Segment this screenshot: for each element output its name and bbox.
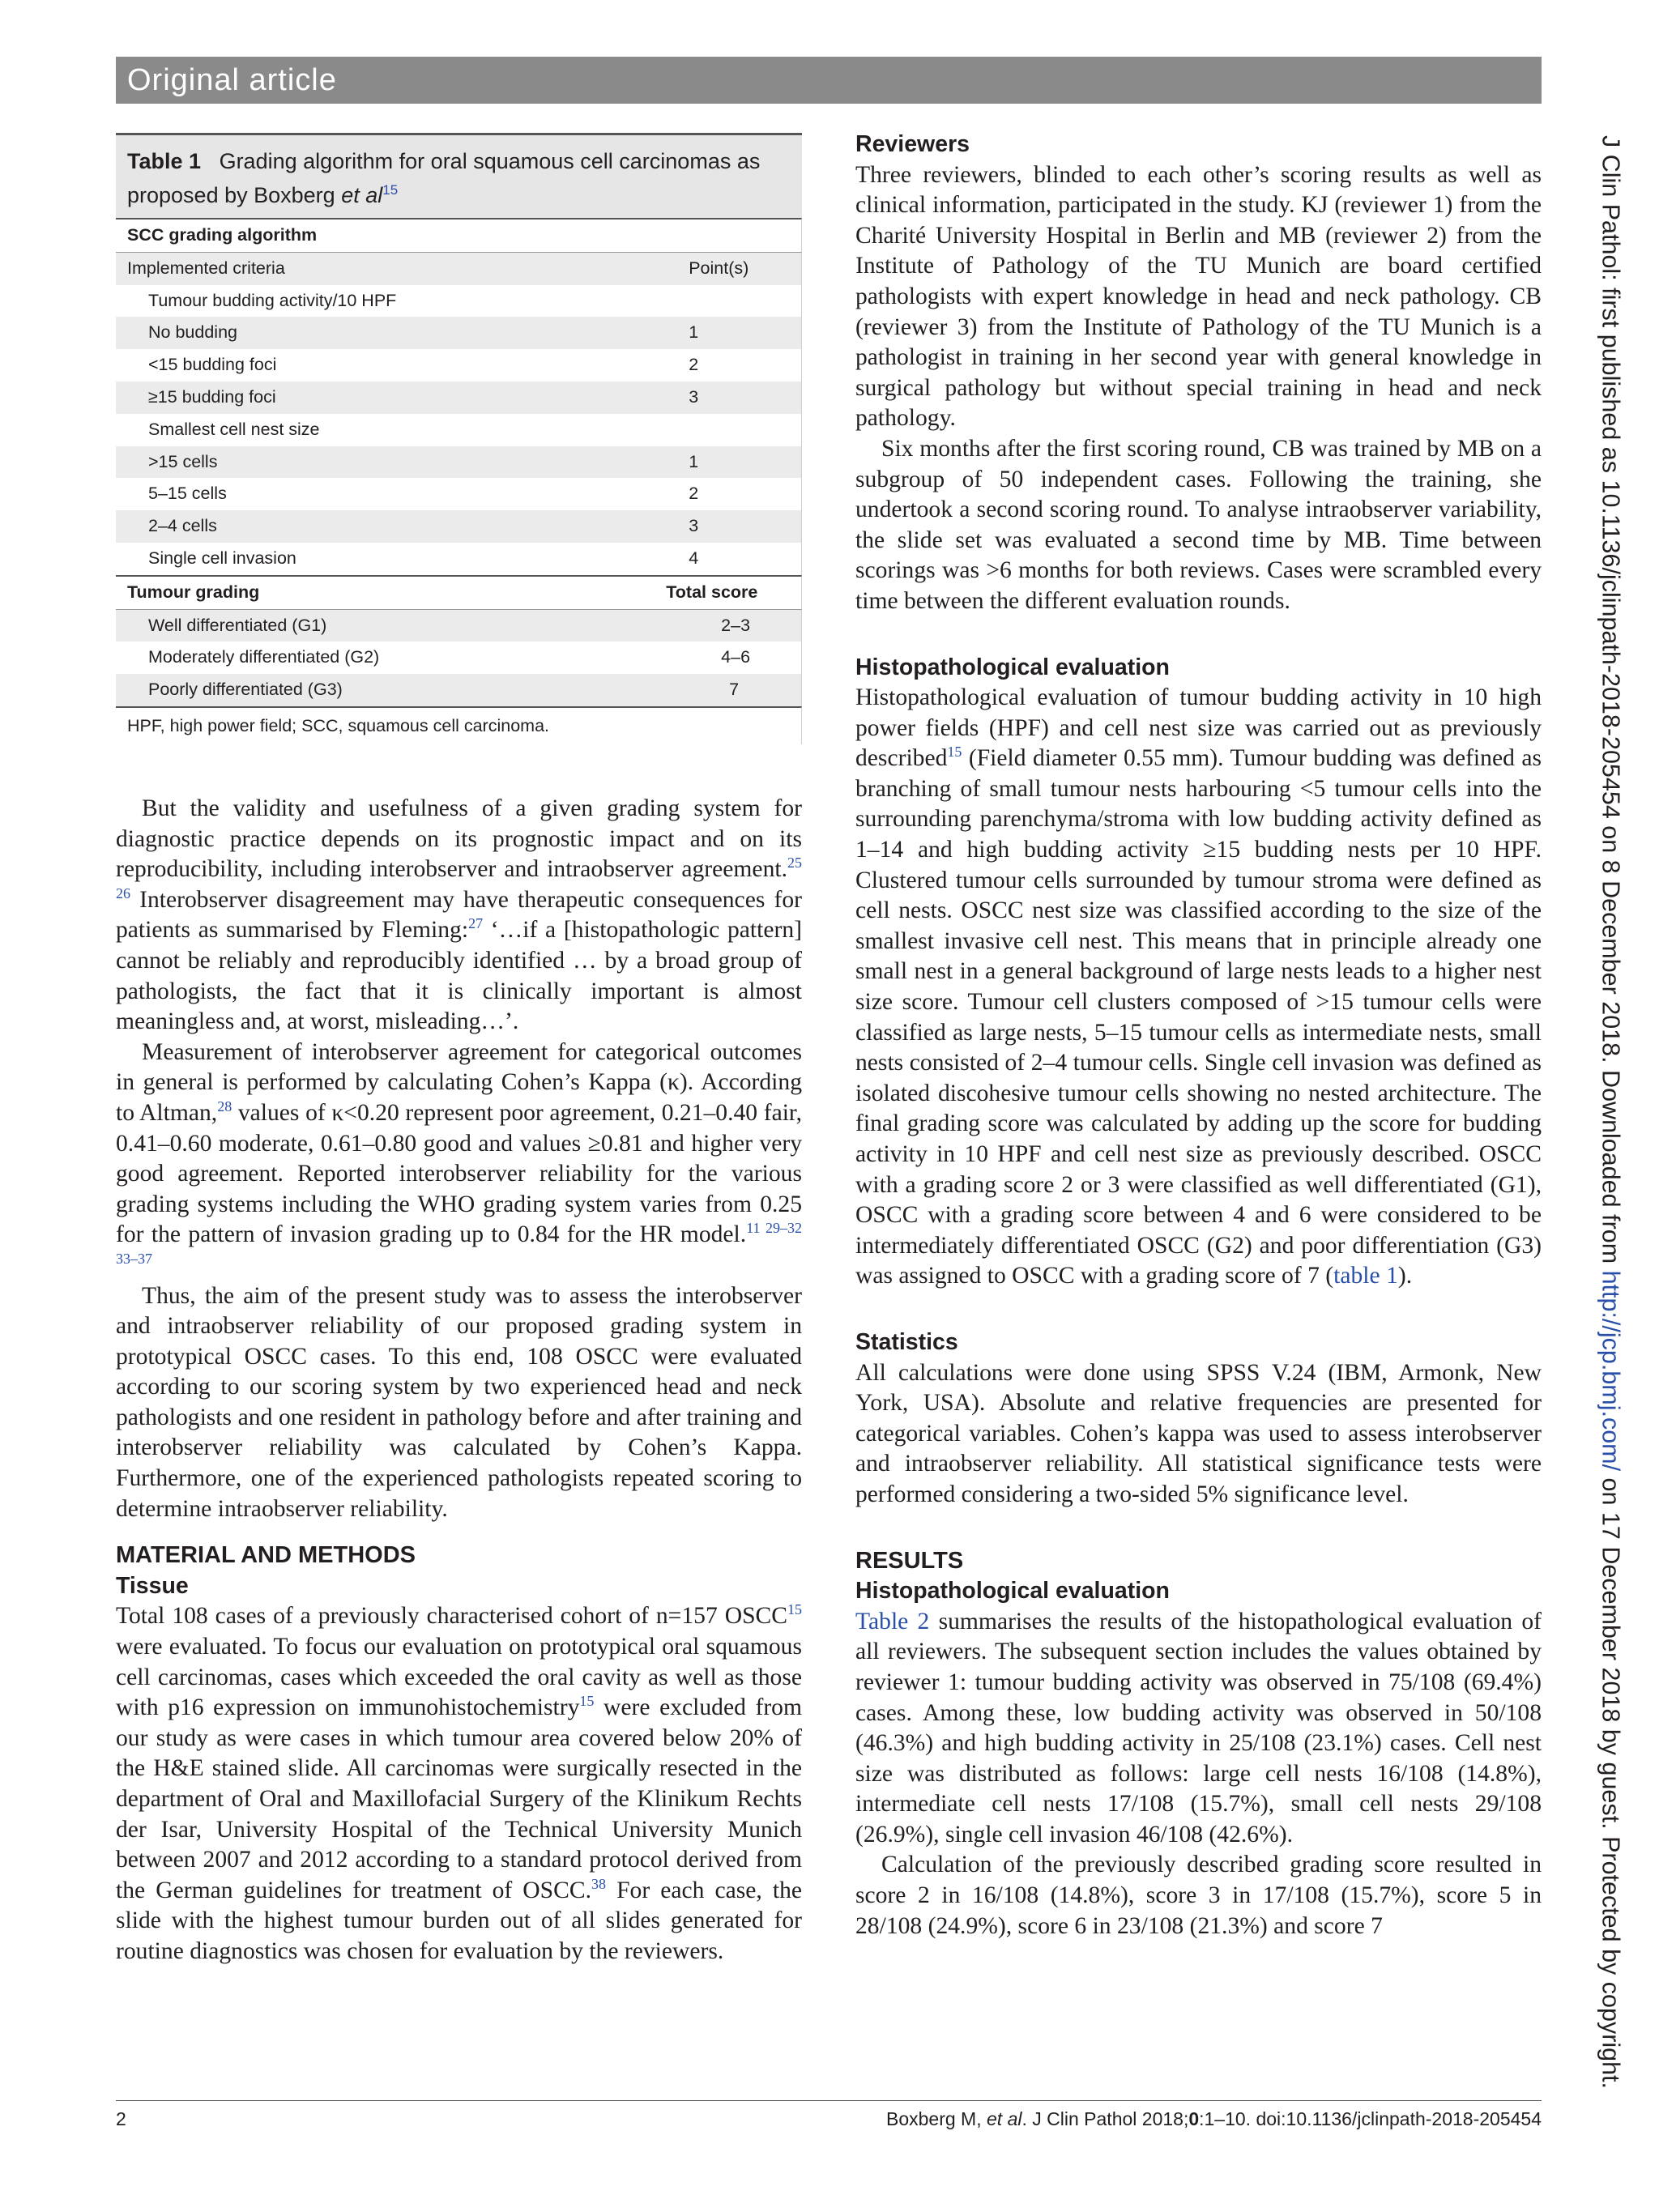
row-label: Moderately differentiated (G2) (148, 647, 380, 667)
table-row (116, 317, 802, 349)
table-row (116, 285, 802, 318)
grading-title: Tumour grading (127, 582, 260, 602)
table-header-row (116, 252, 802, 285)
row-value: 4–6 (721, 647, 751, 667)
table-row (116, 381, 802, 414)
paragraph (855, 683, 1542, 1292)
text: were evaluated. To focus our evaluation on prototypical oral squamous cell carcinomas, cases which exceeded the oral cavity as well as those with p16 expression on immunohistochemistry (116, 1634, 802, 1721)
paragraph (116, 794, 802, 1038)
row-label: 2–4 cells (148, 516, 217, 536)
row-label: Single cell invasion (148, 548, 296, 568)
sidebar-text-after: on 17 December 2018 by guest. Protected by copyright. (1597, 1471, 1625, 2090)
citation[interactable]: 38 (591, 1875, 607, 1892)
text: et al (987, 2108, 1022, 2129)
text: But the validity and usefulness of a given grading system for diagnostic practice depends on its prognostic impact and on its reproducibility, including interobserver and intraobserver agreement. (116, 795, 802, 883)
left-column (116, 794, 802, 1967)
right-column (855, 130, 1542, 1941)
table-caption-text: Grading algorithm for oral squamous cell carcinomas as proposed by Boxberg (127, 149, 761, 207)
citation[interactable]: 15 (947, 744, 962, 761)
page-number: 2 (116, 2108, 126, 2129)
table-section-title-text: SCC grading algorithm (127, 225, 318, 245)
heading-histopathological-evaluation: Histopathological evaluation (855, 654, 1170, 680)
table-caption-ref[interactable]: 15 (382, 182, 399, 198)
text: values of κ<0.20 represent poor agreement, 0.21–0.40 fair, 0.41–0.60 moderate, 0.61–0.80 good and values ≥0.81 and higher very good agreement. Reported interobserver reliability for the various grading systems including the WHO grading system varies from 0.25 for the pattern of invasion grading up to 0.84 for the HR model. (116, 1099, 803, 1248)
footer-citation (886, 2108, 1542, 2130)
heading-reviewers: Reviewers (855, 131, 970, 157)
row-value: 2 (689, 484, 699, 504)
table-2-link[interactable]: Table 2 (855, 1608, 930, 1634)
citation[interactable]: 15 (579, 1693, 595, 1710)
paragraph (855, 1607, 1542, 1851)
copyright-sidebar (1597, 43, 1625, 2181)
col-criteria: Implemented criteria (127, 258, 285, 278)
text: summarises the results of the histopathological evaluation of all reviewers. The subsequent section includes the values obtained by reviewer 1: tumour budding activity was observed in 75/108 (69.4%) cases. Among these, low budding activity was observed in 50/108 (46.3%) and high budding activity in 25/108 (23.1%) cases. Cell nest size was distributed as follows: large cell nests 16/108 (14.8%), intermediate cell nests 17/108 (15.7%), small cell nests 29/108 (26.9%), single cell invasion 46/108 (42.6%). (855, 1608, 1542, 1848)
citation[interactable]: 28 (217, 1098, 232, 1115)
heading-methods: MATERIAL AND METHODS (116, 1542, 416, 1569)
text: 0 (1188, 2108, 1200, 2129)
paragraph: All calculations were done using SPSS V.24 (IBM, Armonk, New York, USA). Absolute and relative frequencies are presented for categorical variables. Cohen’s kappa was used to assess interobserver and intraobserver reliability. All statistical significance tests were performed considering a two-sided 5% significance level. (855, 1359, 1542, 1507)
paragraph: Calculation of the previously described grading score resulted in score 2 in 16/108 (14.8%), score 3 in 17/108 (15.7%), score 5 in 28/108 (24.9%), score 6 in 23/108 (21.3%) and score 7 (855, 1852, 1542, 1939)
row-label: >15 cells (148, 451, 218, 471)
row-label: Poorly differentiated (G3) (148, 680, 343, 700)
row-label: ≥15 budding foci (148, 386, 276, 407)
heading-results-histopathological: Histopathological evaluation (855, 1578, 1170, 1605)
row-label: <15 budding foci (148, 355, 277, 375)
table-row (116, 510, 802, 543)
text: Boxberg M, (886, 2108, 987, 2129)
table-row (116, 349, 802, 381)
sidebar-text-before: J Clin Pathol: first published as 10.1136/jclinpath-2018-205454 on 8 December 2018. Downloaded from (1597, 134, 1625, 1271)
table-caption-etal: et al (341, 183, 383, 207)
heading-statistics: Statistics (855, 1328, 958, 1355)
table-row (116, 478, 802, 510)
sidebar-link[interactable]: http://jcp.bmj.com/ (1597, 1270, 1625, 1472)
col-points: Point(s) (689, 258, 749, 278)
row-label: 5–15 cells (148, 484, 227, 504)
row-value: 3 (689, 516, 699, 536)
section-banner: Original article (116, 57, 1542, 104)
table-grading-header (116, 575, 802, 609)
table-row (116, 414, 802, 446)
row-value: 2–3 (721, 615, 751, 635)
text: Interobserver disagreement may have therapeutic consequences for patients as summarised by Fleming: (116, 886, 802, 944)
text: were excluded from our study as were cases in which tumour area covered below 20% of the H&E stained slide. All carcinomas were surgically resected in the department of Oral and Maxillofacial Surgery of the Klinikum Rechts der Isar, University Hospital of the Technical University Munich between 2007 and 2012 according to a standard protocol derived from the German guidelines for treatment of OSCC. (116, 1694, 802, 1903)
table-footnote: HPF, high power field; SCC, squamous cell carcinoma. (116, 706, 802, 744)
table-row (116, 609, 802, 642)
paragraph (116, 1038, 802, 1281)
paragraph: Thus, the aim of the present study was to assess the interobserver and intraobserver reliability of our proposed grading system in prototypical OSCC cases. To this end, 108 OSCC were evaluated according to our scoring system by two experienced head and neck pathologists and one resident in pathology before and after training and interobserver reliability was calculated by Cohen’s Kappa. Furthermore, one of the experienced pathologists repeated scoring to determine intraobserver reliability. (116, 1282, 802, 1522)
row-value (544, 414, 801, 446)
table-row (116, 543, 802, 575)
heading-results: RESULTS (855, 1547, 964, 1574)
row-value: 1 (689, 451, 699, 471)
paragraph (116, 1601, 802, 1967)
text: Measurement of interobserver agreement for categorical outcomes in general is performed by calculating Cohen’s Kappa (κ). According to Altman, (116, 1038, 802, 1126)
paragraph: Three reviewers, blinded to each other’s scoring results as well as clinical information, participated in the study. KJ (reviewer 1) from the Charité University Hospital in Berlin and MB (reviewer 2) from the Institute of Pathology of the TU Munich are board certified pathologists with expert knowledge in head and neck pathology. CB (reviewer 3) from the Institute of Pathology of the TU Munich is a pathologist in training in her second year with general knowledge in surgical pathology but without special training in head and neck pathology. (855, 161, 1542, 432)
row-value: 4 (689, 548, 699, 568)
row-value: 7 (729, 680, 740, 700)
footer-divider (116, 2100, 1542, 2101)
table-row (116, 674, 802, 706)
row-label: No budding (148, 322, 237, 343)
heading-tissue: Tissue (116, 1572, 189, 1599)
text: (Field diameter 0.55 mm). Tumour budding was defined as branching of small tumour nests harbouring <5 tumour cells into the surrounding parenchyma/stroma with low budding activity defined as 1–14 and high budding activity ≥15 budding nests per 10 HPF. Clustered tumour cells surrounded by tumour stroma were defined as cell nests. OSCC nest size was classified according to the size of the smallest invasive cell nest. This means that in principle already one small nest in a general background of large nests leads to a higher nest size score. Tumour cell clusters composed of >15 tumour cells were classified as large nests, 5–15 tumour cells as intermediate nests, small nests consisted of 2–4 tumour cells. Single cell invasion was defined as isolated discohesive tumour cells showing no nested architecture. The final grading score was calculated by adding up the score for budding activity in 10 HPF and cell nest size as previously described. OSCC with a grading score 2 or 3 were classified as well differentiated (G1), OSCC with a grading score between 4 and 6 were considered to be intermediately differentiated OSCC (G2) and poor differentiation (G3) was assigned to OSCC with a grading score of 7 ( (855, 745, 1542, 1289)
row-label: Tumour budding activity/10 HPF (148, 290, 397, 310)
citation[interactable]: 25 26 (116, 855, 802, 901)
citation[interactable]: 15 (787, 1601, 802, 1618)
table-caption (116, 133, 802, 218)
text: Histopathological evaluation of tumour budding activity in 10 high power fields (HPF) and cell nest size was carried out as previously described (855, 684, 1542, 772)
table-1 (116, 133, 802, 744)
text: Total 108 cases of a previously characterised cohort of n=157 OSCC (116, 1603, 787, 1630)
row-label: Well differentiated (G1) (148, 615, 327, 635)
table-section-title (116, 218, 802, 252)
row-value (544, 285, 801, 318)
text: ‘…if a [histopathologic pattern] cannot be reliably and reproducibly identified … by a broad group of pathologists, the fact that it is clinically important is almost meaningless and, at worst, misleading…’. (116, 917, 802, 1035)
citation[interactable]: 27 (468, 915, 484, 932)
table-label: Table 1 (127, 149, 202, 173)
paragraph: Six months after the first scoring round, CB was trained by MB on a subgroup of 50 independent cases. Following the training, she undertook a second scoring round. To analyse intraobserver variability, the slide set was evaluated a second time by MB. Time between scorings was >6 months for both reviews. Cases were scrambled every time between the different evaluation rounds. (855, 435, 1542, 614)
row-value: 3 (689, 386, 699, 407)
row-value: 2 (689, 355, 699, 375)
row-label: Smallest cell nest size (148, 419, 320, 439)
text: For each case, the slide with the highest tumour burden out of all slides generated for routine diagnostics was chosen for evaluation by the reviewers. (116, 1877, 802, 1964)
table-1-link[interactable]: table 1 (1333, 1263, 1398, 1289)
row-value: 1 (689, 322, 699, 343)
table-row (116, 446, 802, 479)
text: . J Clin Pathol 2018; (1021, 2108, 1189, 2129)
grading-col: Total score (666, 582, 758, 602)
table-row (116, 641, 802, 674)
citation[interactable]: 11 29–32 33–37 (116, 1220, 802, 1268)
text: :1–10. doi:10.1136/jclinpath-2018-205454 (1199, 2108, 1542, 2129)
text: ). (1397, 1263, 1413, 1289)
